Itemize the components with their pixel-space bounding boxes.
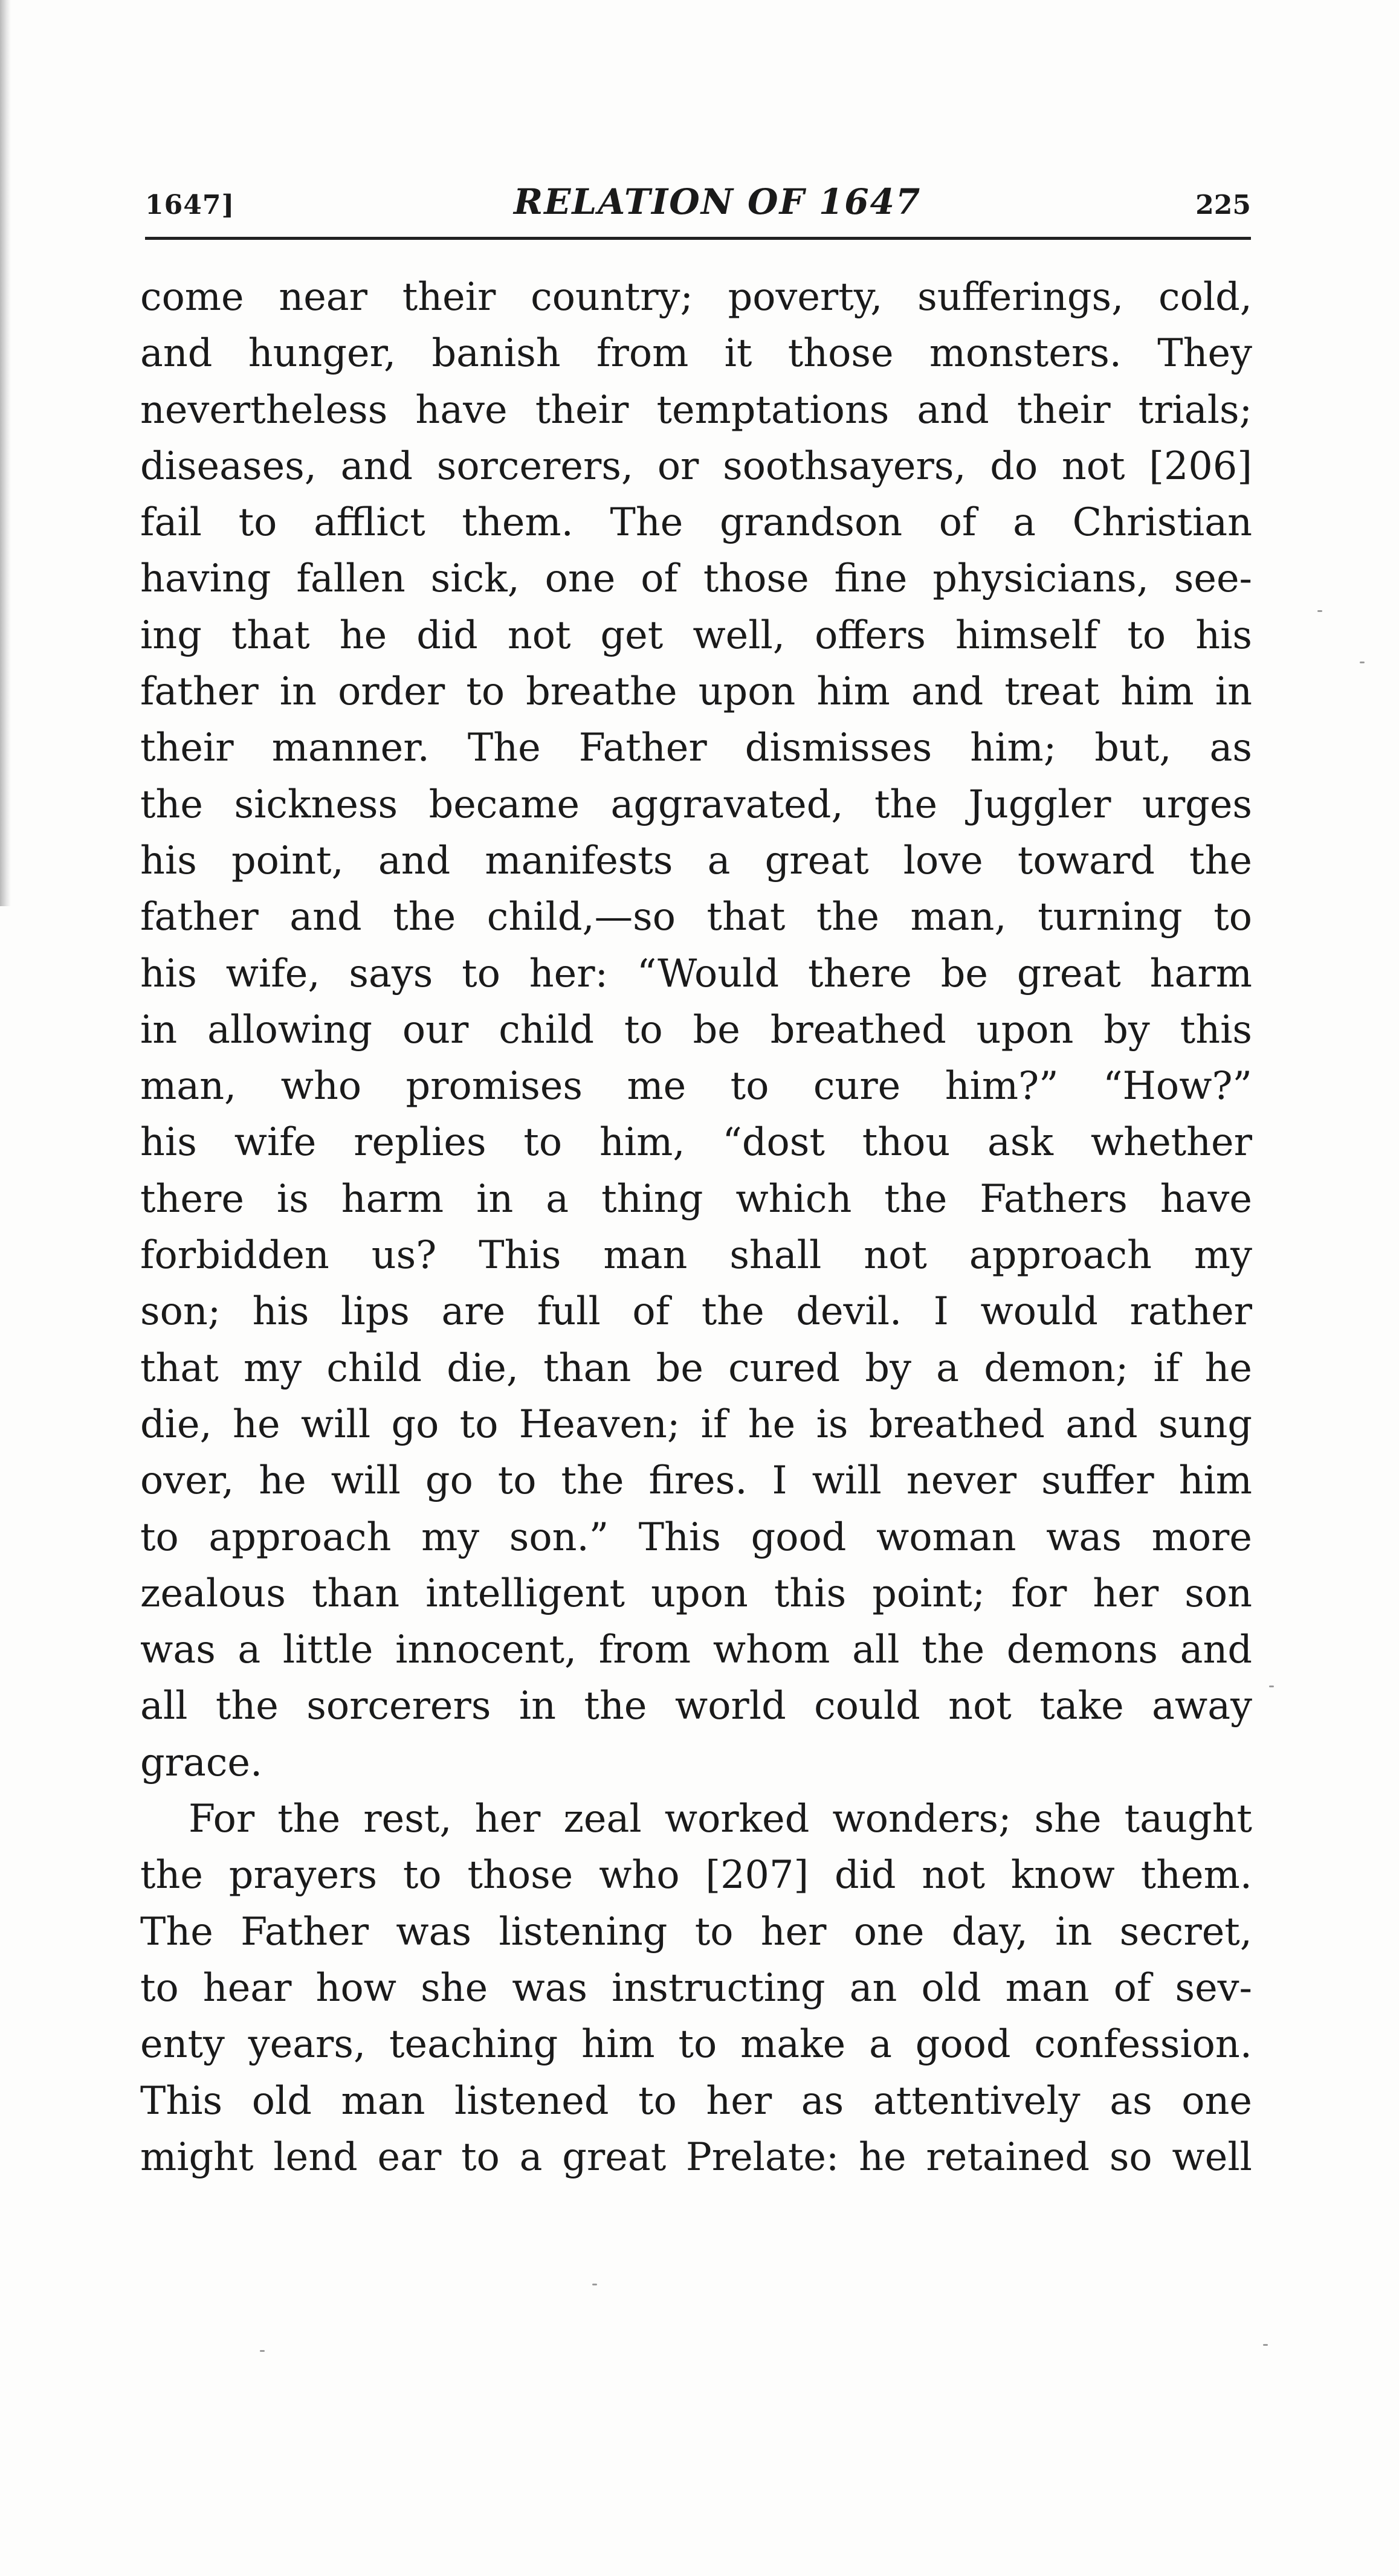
text-line: son; his lips are full of the devil. I would rather bbox=[140, 1289, 1252, 1334]
text-line: was a little innocent, from whom all the demons and bbox=[140, 1627, 1252, 1672]
text-line: nevertheless have their temptations and their trials; bbox=[140, 387, 1252, 432]
text-line: zealous than intelligent upon this point; for her son bbox=[140, 1570, 1252, 1615]
text-line: come near their country; poverty, sufferings, cold, bbox=[140, 274, 1252, 319]
print-speck bbox=[1263, 2344, 1268, 2346]
print-speck bbox=[1317, 610, 1322, 612]
print-speck bbox=[592, 2284, 597, 2285]
text-line: there is harm in a thing which the Fathers have bbox=[140, 1176, 1252, 1221]
text-line: For the rest, her zeal worked wonders; she taught bbox=[189, 1796, 1252, 1841]
text-line: die, he will go to Heaven; if he is breathed and sung bbox=[140, 1401, 1252, 1446]
text-line: ing that he did not get well, offers himself to his bbox=[140, 612, 1252, 657]
text-line: enty years, teaching him to make a good confession. bbox=[140, 2021, 1252, 2067]
text-line: This old man listened to her as attentively as one bbox=[140, 2078, 1252, 2123]
paragraph bbox=[140, 1791, 1252, 2185]
running-head-year: 1647] bbox=[145, 190, 235, 221]
text-line: and hunger, banish from it those monsters. They bbox=[140, 330, 1252, 376]
print-speck bbox=[260, 2350, 265, 2352]
page-number: 225 bbox=[1195, 190, 1251, 221]
text-line: diseases, and sorcerers, or soothsayers, do not [206] bbox=[140, 443, 1252, 488]
paragraph bbox=[140, 269, 1252, 1791]
text-line: grace. bbox=[140, 1739, 263, 1785]
text-line: father and the child,—so that the man, turning to bbox=[140, 894, 1252, 939]
running-head bbox=[145, 181, 1251, 230]
text-line: the sickness became aggravated, the Juggler urges bbox=[140, 781, 1252, 826]
text-line: man, who promises me to cure him?” “How?” bbox=[140, 1063, 1252, 1109]
text-line: to hear how she was instructing an old man of sev- bbox=[140, 1965, 1252, 2010]
text-line: in allowing our child to be breathed upon by this bbox=[140, 1006, 1252, 1052]
print-speck bbox=[1269, 1686, 1274, 1687]
header-rule bbox=[145, 237, 1251, 240]
page-binding-shadow bbox=[0, 0, 11, 906]
print-speck bbox=[1360, 662, 1365, 663]
text-line: their manner. The Father dismisses him; but, as bbox=[140, 725, 1252, 770]
text-line: that my child die, than be cured by a demon; if he bbox=[140, 1345, 1252, 1390]
text-line: the prayers to those who [207] did not know them. bbox=[140, 1852, 1252, 1898]
text-line: father in order to breathe upon him and treat him in bbox=[140, 669, 1252, 714]
text-line: his wife replies to him, “dost thou ask whether bbox=[140, 1119, 1252, 1165]
running-head-title: RELATION OF 1647 bbox=[514, 181, 922, 222]
text-line: might lend ear to a great Prelate: he retained so well bbox=[140, 2134, 1252, 2179]
text-line: to approach my son.” This good woman was more bbox=[140, 1514, 1252, 1559]
text-line: forbidden us? This man shall not approach my bbox=[140, 1232, 1252, 1278]
text-line: his wife, says to her: “Would there be great harm bbox=[140, 950, 1252, 996]
text-line: over, he will go to the fires. I will never suffer him bbox=[140, 1458, 1252, 1503]
text-line: The Father was listening to her one day, in secret, bbox=[140, 1908, 1252, 1954]
body-text bbox=[140, 269, 1252, 2185]
text-line: having fallen sick, one of those fine physicians, see- bbox=[140, 556, 1252, 601]
text-line: his point, and manifests a great love toward the bbox=[140, 837, 1252, 883]
text-line: all the sorcerers in the world could not take away bbox=[140, 1683, 1252, 1728]
text-line: fail to afflict them. The grandson of a Christian bbox=[140, 500, 1252, 545]
